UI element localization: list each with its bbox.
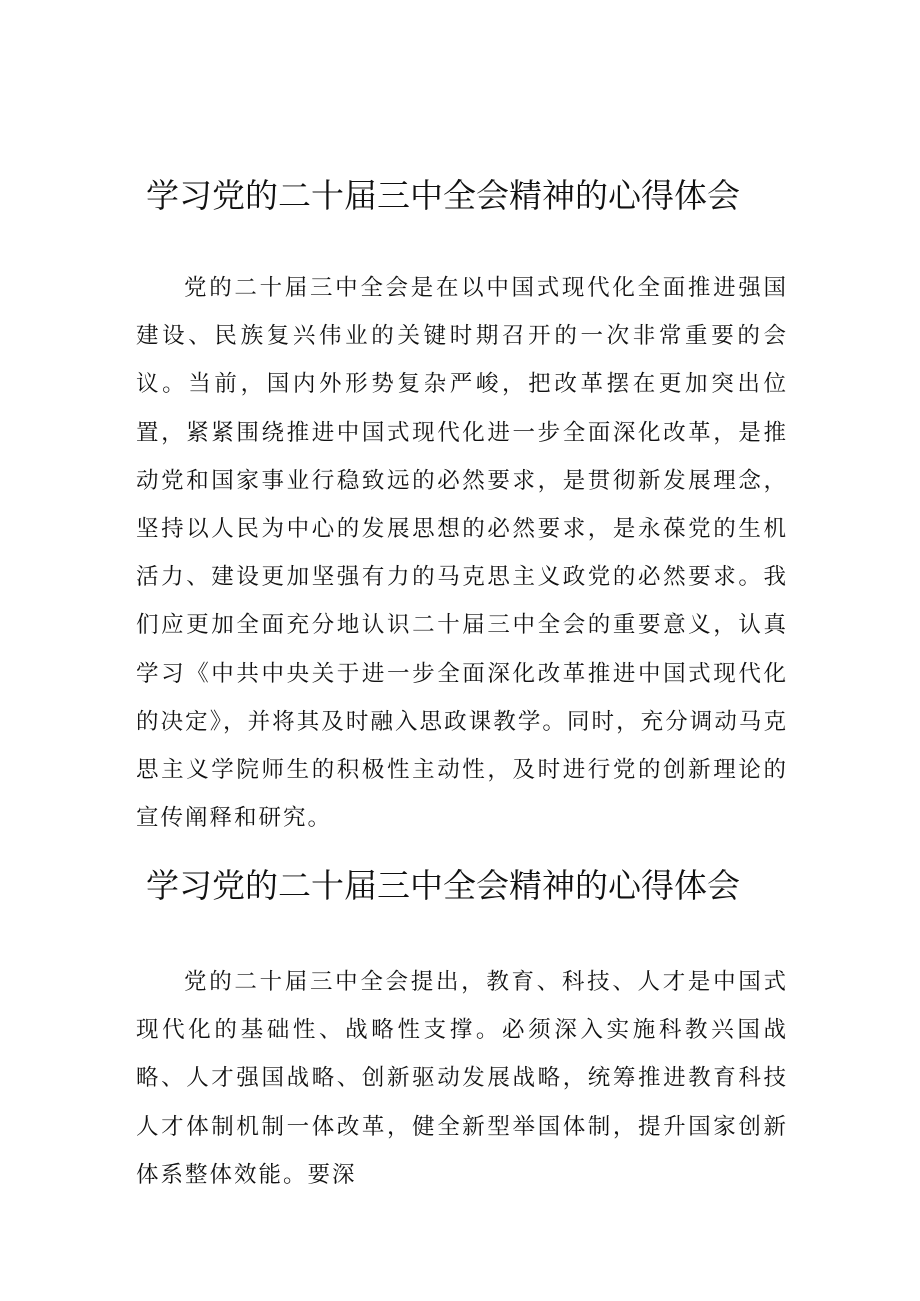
section-paragraph: 党的二十届三中全会是在以中国式现代化全面推进强国建设、民族复兴伟业的关键时期召开的一次非常重要的会议。当前，国内外形势复杂严峻，把改革摆在更加突出位置，紧紧围绕推进中国式现代化进一步全面深化改革，是推动党和国家事业行稳致远的必然要求，是贯彻新发展理念，坚持以人民为中心的发展思想的必然要求，是永葆党的生机活力、建设更加坚强有力的马克思主义政党的必然要求。我们应更加全面充分地认识二十届三中全会的重要意义，认真学习《中共中央关于进一步全面深化改革推进中国式现代化的决定》，并将其及时融入思政课教学。同时，充分调动马克思主义学院师生的积极性主动性，及时进行党的创新理论的宣传阐释和研究。 <box>136 275 788 832</box>
section-title: 学习党的二十届三中全会精神的心得体会 <box>146 176 740 215</box>
section-title: 学习党的二十届三中全会精神的心得体会 <box>146 866 740 905</box>
article-section <box>136 168 788 842</box>
article-section <box>136 858 788 1199</box>
section-paragraph: 党的二十届三中全会提出，教育、科技、人才是中国式现代化的基础性、战略性支撑。必须深入实施科教兴国战略、人才强国战略、创新驱动发展战略，统筹推进教育科技人才体制机制一体改革，健全新型举国体制，提升国家创新体系整体效能。要深 <box>136 969 788 1188</box>
